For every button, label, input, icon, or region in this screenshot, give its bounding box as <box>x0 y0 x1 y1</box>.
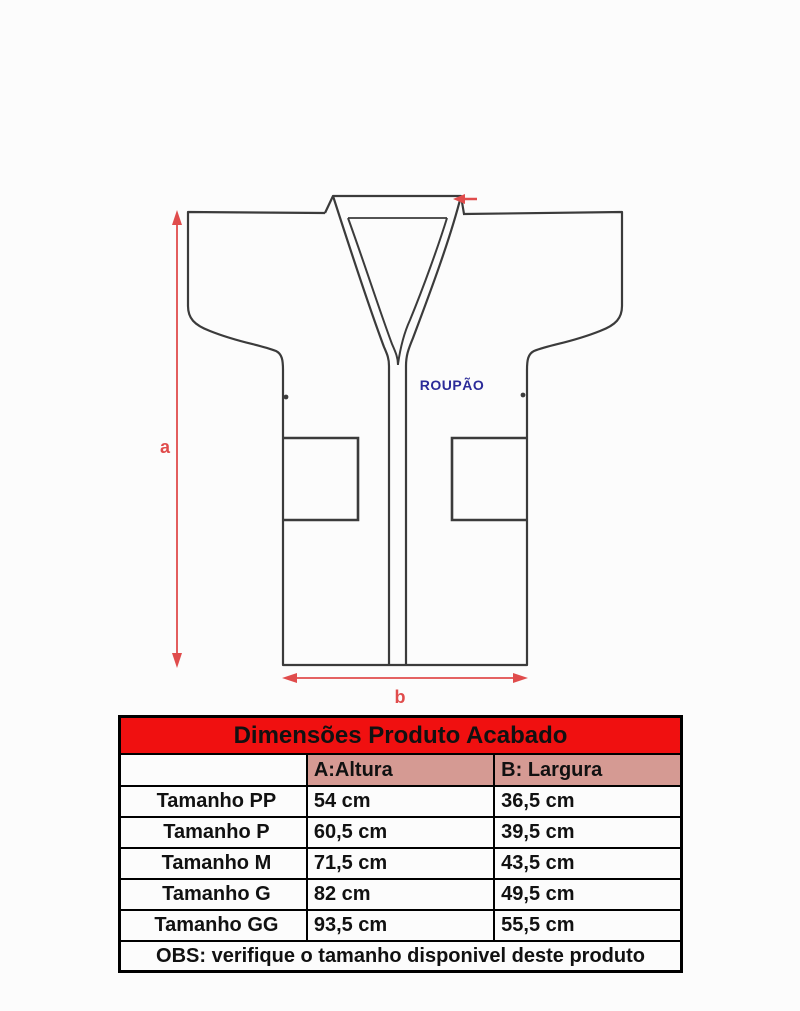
dimension-arrow-b <box>282 673 528 683</box>
largura-value: 39,5 cm <box>494 817 681 848</box>
table-row <box>120 817 682 848</box>
altura-value: 71,5 cm <box>307 848 494 879</box>
table-row <box>120 910 682 941</box>
largura-value: 43,5 cm <box>494 848 681 879</box>
collar-left-band-outer <box>333 196 389 665</box>
header-size <box>120 754 307 786</box>
belt-loop-dot-right <box>521 393 526 398</box>
table-note: OBS: verifique o tamanho disponivel deste produto <box>120 941 682 972</box>
pocket-left <box>283 438 358 520</box>
collar-right-band-inner <box>398 218 447 364</box>
table-row <box>120 786 682 817</box>
table-row <box>120 848 682 879</box>
collar-back-band <box>325 196 464 214</box>
size-label: Tamanho G <box>120 879 307 910</box>
largura-value: 55,5 cm <box>494 910 681 941</box>
size-label: Tamanho PP <box>120 786 307 817</box>
table-title-row <box>120 717 682 755</box>
collar-right-band-outer <box>406 196 461 665</box>
header-largura: B: Largura <box>494 754 681 786</box>
dimensions-table <box>118 715 683 973</box>
table-row <box>120 879 682 910</box>
largura-value: 36,5 cm <box>494 786 681 817</box>
size-label: Tamanho P <box>120 817 307 848</box>
garment-label: ROUPÃO <box>419 377 485 393</box>
dimension-arrow-a <box>172 210 182 668</box>
size-label: Tamanho M <box>120 848 307 879</box>
largura-value: 49,5 cm <box>494 879 681 910</box>
size-label: Tamanho GG <box>120 910 307 941</box>
header-altura: A:Altura <box>307 754 494 786</box>
altura-value: 60,5 cm <box>307 817 494 848</box>
pocket-right <box>452 438 527 520</box>
belt-loop-dot-left <box>284 395 289 400</box>
dimension-label-a: a <box>159 437 171 457</box>
altura-value: 82 cm <box>307 879 494 910</box>
collar-left-band-inner <box>348 218 398 365</box>
table-note-row <box>120 941 682 972</box>
altura-value: 54 cm <box>307 786 494 817</box>
table-header-row <box>120 754 682 786</box>
altura-value: 93,5 cm <box>307 910 494 941</box>
dimension-label-b: b <box>394 687 406 707</box>
table-title: Dimensões Produto Acabado <box>120 717 682 755</box>
